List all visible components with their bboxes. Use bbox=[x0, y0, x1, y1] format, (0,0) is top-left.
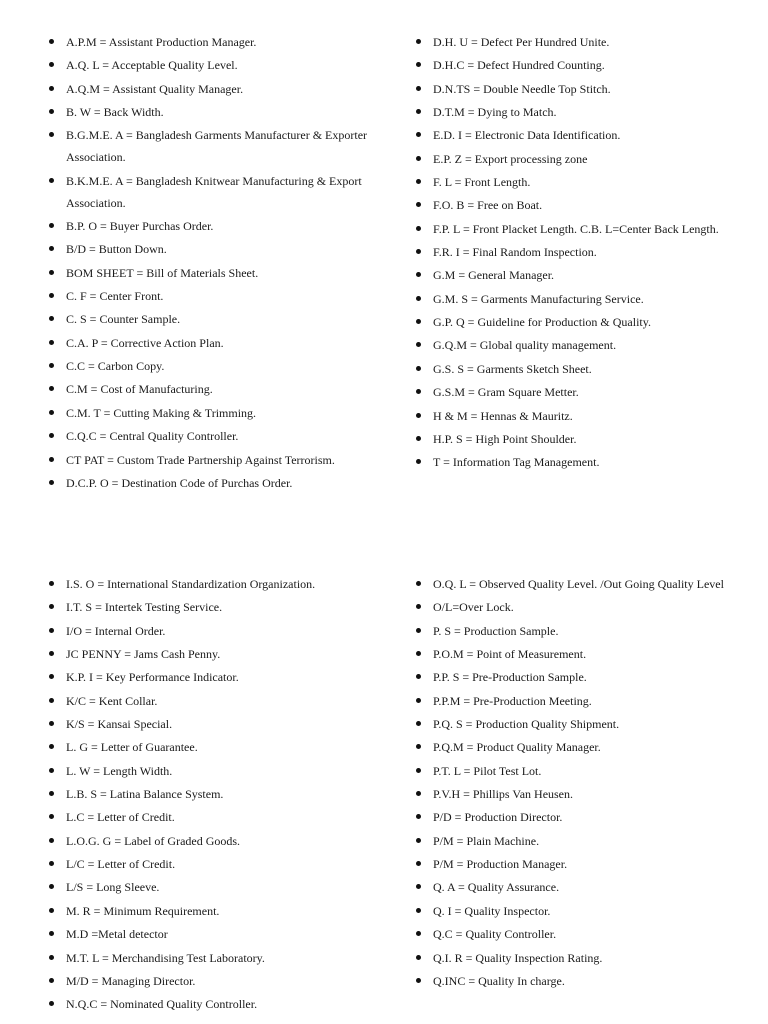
list-item: P.P. S = Pre-Production Sample. bbox=[415, 666, 733, 688]
list-item: F.P. L = Front Placket Length. C.B. L=Center Back Length. bbox=[415, 218, 733, 240]
list-item: JC PENNY = Jams Cash Penny. bbox=[48, 643, 373, 665]
list-item: I/O = Internal Order. bbox=[48, 620, 373, 642]
list-item: P.V.H = Phillips Van Heusen. bbox=[415, 783, 733, 805]
list-item: B. W = Back Width. bbox=[48, 101, 373, 123]
list-item: G.M = General Manager. bbox=[415, 264, 733, 286]
list-item: F. L = Front Length. bbox=[415, 171, 733, 193]
list-item: P. S = Production Sample. bbox=[415, 620, 733, 642]
list-item: M. R = Minimum Requirement. bbox=[48, 900, 373, 922]
list-item: K.P. I = Key Performance Indicator. bbox=[48, 666, 373, 688]
list-item: F.R. I = Final Random Inspection. bbox=[415, 241, 733, 263]
list-item: O/L=Over Lock. bbox=[415, 596, 733, 618]
list-item: G.Q.M = Global quality management. bbox=[415, 334, 733, 356]
list-item: Q.I. R = Quality Inspection Rating. bbox=[415, 947, 733, 969]
list-item: L/S = Long Sleeve. bbox=[48, 876, 373, 898]
list-item: D.C.P. O = Destination Code of Purchas Order. bbox=[48, 472, 373, 494]
list-item: C.M. T = Cutting Making & Trimming. bbox=[48, 402, 373, 424]
list-item: B.G.M.E. A = Bangladesh Garments Manufacturer & Exporter Association. bbox=[48, 124, 373, 168]
list-item: E.P. Z = Export processing zone bbox=[415, 148, 733, 170]
list-item: L.B. S = Latina Balance System. bbox=[48, 783, 373, 805]
list-item: M.T. L = Merchandising Test Laboratory. bbox=[48, 947, 373, 969]
abbreviation-list-bottom-left bbox=[48, 573, 373, 1017]
list-item: F.O. B = Free on Boat. bbox=[415, 194, 733, 216]
list-item: B/D = Button Down. bbox=[48, 238, 373, 260]
list-item: L/C = Letter of Credit. bbox=[48, 853, 373, 875]
list-item: G.S.M = Gram Square Metter. bbox=[415, 381, 733, 403]
list-item: G.M. S = Garments Manufacturing Service. bbox=[415, 288, 733, 310]
list-item: P.O.M = Point of Measurement. bbox=[415, 643, 733, 665]
list-item: T = Information Tag Management. bbox=[415, 451, 733, 473]
list-item: M.D =Metal detector bbox=[48, 923, 373, 945]
list-item: P/M = Production Manager. bbox=[415, 853, 733, 875]
list-item: L.O.G. G = Label of Graded Goods. bbox=[48, 830, 373, 852]
abbreviation-list-top-left bbox=[48, 31, 373, 495]
list-item: P.P.M = Pre-Production Meeting. bbox=[415, 690, 733, 712]
list-item: M/D = Managing Director. bbox=[48, 970, 373, 992]
list-item: BOM SHEET = Bill of Materials Sheet. bbox=[48, 262, 373, 284]
list-item: C.Q.C = Central Quality Controller. bbox=[48, 425, 373, 447]
list-item: O.Q. L = Observed Quality Level. /Out Going Quality Level bbox=[415, 573, 733, 595]
list-item: P.T. L = Pilot Test Lot. bbox=[415, 760, 733, 782]
list-item: D.T.M = Dying to Match. bbox=[415, 101, 733, 123]
list-item: H.P. S = High Point Shoulder. bbox=[415, 428, 733, 450]
list-item: P.Q. S = Production Quality Shipment. bbox=[415, 713, 733, 735]
list-item: N.Q.C = Nominated Quality Controller. bbox=[48, 993, 373, 1015]
list-item: H & M = Hennas & Mauritz. bbox=[415, 405, 733, 427]
list-item: B.P. O = Buyer Purchas Order. bbox=[48, 215, 373, 237]
list-item: D.H. U = Defect Per Hundred Unite. bbox=[415, 31, 733, 53]
list-item: Q. I = Quality Inspector. bbox=[415, 900, 733, 922]
list-item: I.S. O = International Standardization Organization. bbox=[48, 573, 373, 595]
list-item: A.P.M = Assistant Production Manager. bbox=[48, 31, 373, 53]
list-item: G.S. S = Garments Sketch Sheet. bbox=[415, 358, 733, 380]
list-item: A.Q. L = Acceptable Quality Level. bbox=[48, 54, 373, 76]
list-item: C. S = Counter Sample. bbox=[48, 308, 373, 330]
list-item: P.Q.M = Product Quality Manager. bbox=[415, 736, 733, 758]
list-item: L. G = Letter of Guarantee. bbox=[48, 736, 373, 758]
list-item: C.C = Carbon Copy. bbox=[48, 355, 373, 377]
list-item: D.N.TS = Double Needle Top Stitch. bbox=[415, 78, 733, 100]
list-item: D.H.C = Defect Hundred Counting. bbox=[415, 54, 733, 76]
list-item: E.D. I = Electronic Data Identification. bbox=[415, 124, 733, 146]
list-item: C.A. P = Corrective Action Plan. bbox=[48, 332, 373, 354]
list-item: C.M = Cost of Manufacturing. bbox=[48, 378, 373, 400]
list-item: P/D = Production Director. bbox=[415, 806, 733, 828]
list-item: Q.INC = Quality In charge. bbox=[415, 970, 733, 992]
list-item: B.K.M.E. A = Bangladesh Knitwear Manufacturing & Export Association. bbox=[48, 170, 373, 214]
list-item: L. W = Length Width. bbox=[48, 760, 373, 782]
list-item: A.Q.M = Assistant Quality Manager. bbox=[48, 78, 373, 100]
list-item: K/C = Kent Collar. bbox=[48, 690, 373, 712]
list-item: C. F = Center Front. bbox=[48, 285, 373, 307]
list-item: K/S = Kansai Special. bbox=[48, 713, 373, 735]
list-item: P/M = Plain Machine. bbox=[415, 830, 733, 852]
list-item: Q.C = Quality Controller. bbox=[415, 923, 733, 945]
list-item: CT PAT = Custom Trade Partnership Against Terrorism. bbox=[48, 449, 373, 471]
list-item: L.C = Letter of Credit. bbox=[48, 806, 373, 828]
abbreviation-list-top-right bbox=[415, 31, 733, 475]
list-item: Q. A = Quality Assurance. bbox=[415, 876, 733, 898]
list-item: I.T. S = Intertek Testing Service. bbox=[48, 596, 373, 618]
list-item: G.P. Q = Guideline for Production & Quality. bbox=[415, 311, 733, 333]
abbreviation-list-bottom-right bbox=[415, 573, 733, 993]
